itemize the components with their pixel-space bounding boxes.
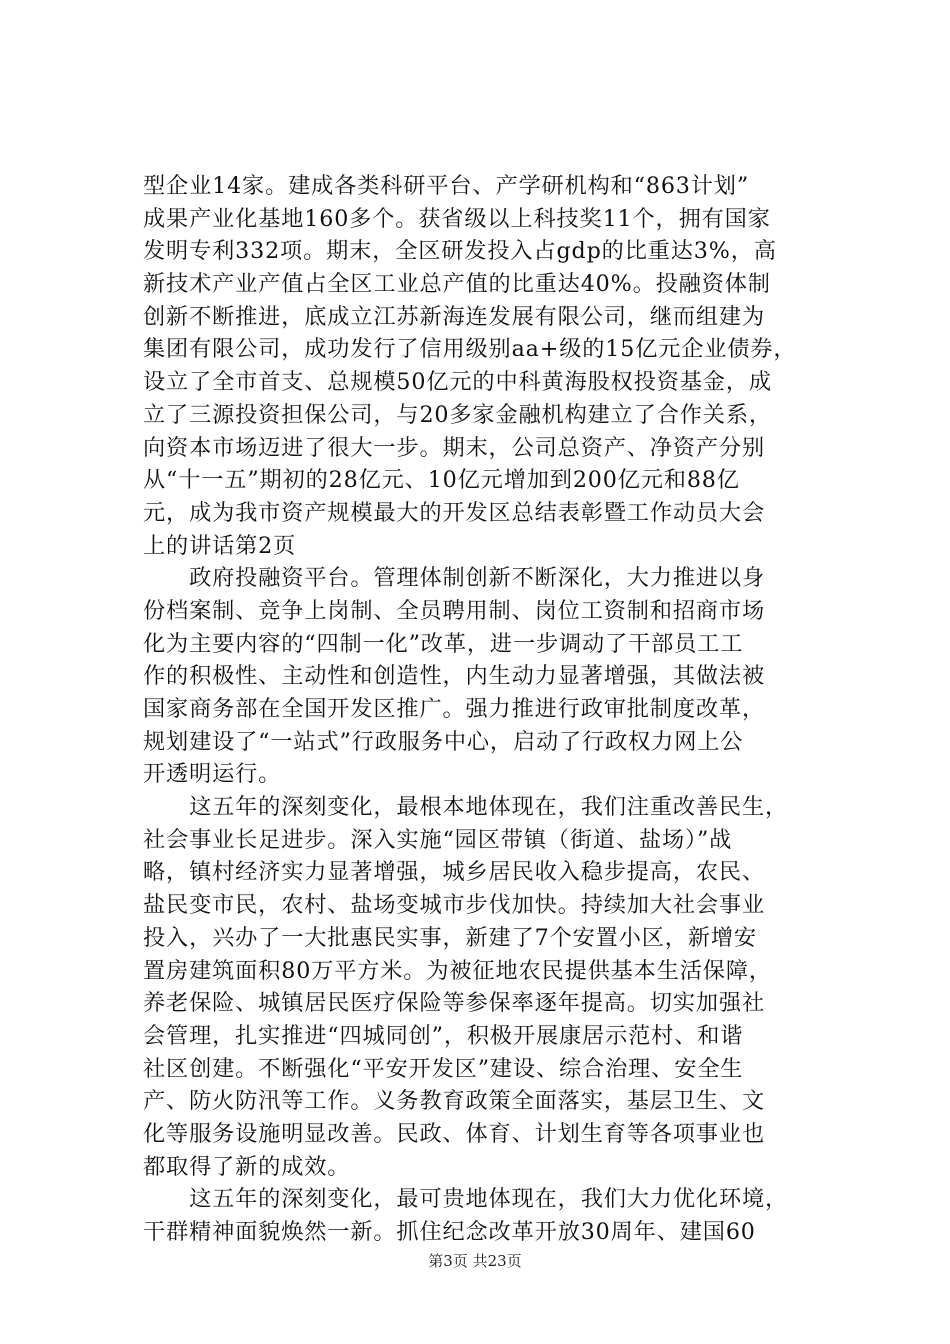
- text-line: 产、防火防汛等工作。义务教育政策全面落实，基层卫生、文: [143, 1088, 766, 1115]
- text-line: 新技术产业产值占全区工业总产值的比重达40%。投融资体制: [143, 271, 771, 298]
- text-line: 投入，兴办了一大批惠民实事，新建了7个安置小区，新增安: [143, 924, 757, 951]
- page-footer: 第3页 共23页: [428, 1252, 522, 1270]
- text-line: 会管理，扎实推进“四城同创”，积极开展康居示范村、和谐: [143, 1022, 744, 1049]
- text-line: 养老保险、城镇居民医疗保险等参保率逐年提高。切实加强社: [143, 990, 766, 1017]
- text-line: 设立了全市首支、总规模50亿元的中科黄海股权投资基金，成: [143, 369, 772, 396]
- text-line: 政府投融资平台。管理体制创新不断深化，大力推进以身: [143, 565, 766, 592]
- text-line: 份档案制、竞争上岗制、全员聘用制、岗位工资制和招商市场: [143, 597, 766, 624]
- text-line: 作的积极性、主动性和创造性，内生动力显著增强，其做法被: [143, 663, 766, 690]
- text-line: 集团有限公司，成功发行了信用级别aa+级的15亿元企业债券，: [143, 336, 797, 363]
- text-line: 盐民变市民，农村、盐场变城市步伐加快。持续加大社会事业: [143, 892, 766, 919]
- document-body: [143, 170, 825, 1249]
- text-line: 国家商务部在全国开发区推广。强力推进行政审批制度改革，: [143, 696, 766, 722]
- text-line: 都取得了新的成效。: [143, 1153, 351, 1180]
- text-line: 这五年的深刻变化，最可贵地体现在，我们大力优化环境，: [143, 1186, 789, 1213]
- text-line: 略，镇村经济实力显著增强，城乡居民收入稳步提高，农民、: [143, 859, 766, 886]
- text-line: 元，成为我市资产规模最大的开发区总结表彰暨工作动员大会: [143, 499, 766, 526]
- text-line: 创新不断推进，底成立江苏新海连发展有限公司，继而组建为: [143, 303, 766, 330]
- text-line: 上的讲话第2页: [143, 532, 297, 559]
- text-line: 开透明运行。: [143, 761, 282, 788]
- text-line: 干群精神面貌焕然一新。抓住纪念改革开放30周年、建国60: [143, 1219, 756, 1245]
- text-line: 型企业14家。建成各类科研平台、产学研机构和“863计划”: [143, 173, 750, 199]
- text-line: 立了三源投资担保公司，与20多家金融机构建立了合作关系，: [143, 401, 772, 428]
- text-line: 化等服务设施明显改善。民政、体育、计划生育等各项事业也: [143, 1120, 766, 1147]
- text-line: 化为主要内容的“四制一化”改革，进一步调动了干部员工工: [143, 630, 744, 657]
- text-line: 置房建筑面积80万平方米。为被征地农民提供基本生活保障，: [143, 957, 772, 984]
- text-line: 社区创建。不断强化“平安开发区”建设、综合治理、安全生: [143, 1055, 744, 1082]
- text-line: 向资本市场迈进了很大一步。期末，公司总资产、净资产分别: [143, 434, 766, 461]
- text-line: 这五年的深刻变化，最根本地体现在，我们注重改善民生，: [143, 794, 789, 821]
- text-line: 规划建设了“一站式”行政服务中心，启动了行政权力网上公: [143, 728, 744, 755]
- text-line: 成果产业化基地160多个。获省级以上科技奖11个，拥有国家: [143, 205, 771, 232]
- text-line: 从“十一五”期初的28亿元、10亿元增加到200亿元和88亿: [143, 467, 740, 494]
- text-line: 发明专利332项。期末，全区研发投入占gdp的比重达3%，高: [143, 238, 777, 265]
- text-line: 社会事业长足进步。深入实施“园区带镇（街道、盐场）”战: [143, 826, 733, 853]
